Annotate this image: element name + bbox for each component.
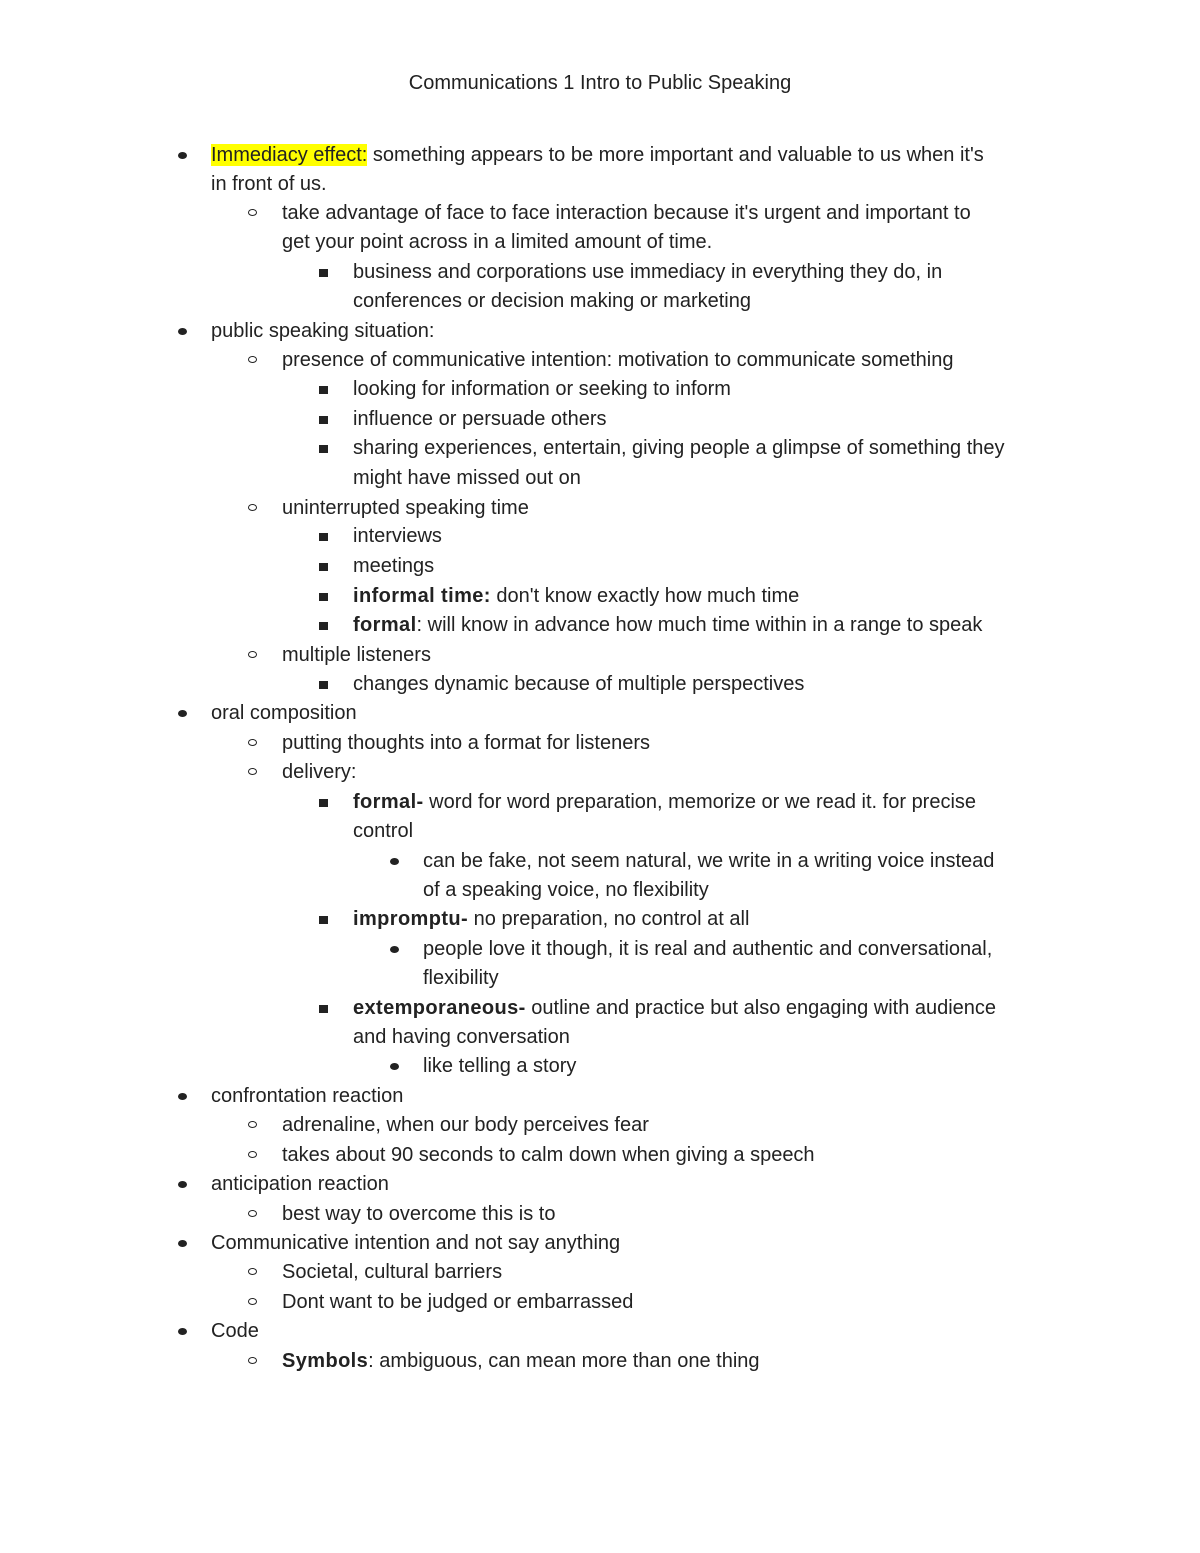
list-item: changes dynamic because of multiple perspectives: [353, 673, 805, 695]
bullet-circle-icon: [248, 1357, 257, 1364]
bullet-disc-icon: [390, 858, 399, 865]
list-item: like telling a story: [423, 1055, 577, 1077]
list-item-continuation: flexibility: [423, 967, 499, 989]
list-item: impromptu- no preparation, no control at all: [353, 908, 750, 930]
bullet-circle-icon: [248, 504, 257, 511]
bullet-square-icon: [319, 269, 328, 277]
bullet-circle-icon: [248, 1268, 257, 1275]
list-item: can be fake, not seem natural, we write in a writing voice instead: [423, 850, 995, 872]
list-item-continuation: control: [353, 820, 414, 842]
bullet-circle-icon: [248, 1151, 257, 1158]
list-item-continuation: of a speaking voice, no flexibility: [423, 879, 709, 901]
bullet-circle-icon: [248, 651, 257, 658]
bullet-circle-icon: [248, 1298, 257, 1305]
bullet-square-icon: [319, 445, 328, 453]
list-item: influence or persuade others: [353, 408, 607, 430]
list-item: anticipation reaction: [211, 1173, 389, 1195]
bullet-square-icon: [319, 386, 328, 394]
bullet-circle-icon: [248, 768, 257, 775]
bullet-square-icon: [319, 916, 328, 924]
list-item: best way to overcome this is to: [282, 1203, 556, 1225]
bullet-circle-icon: [248, 739, 257, 746]
list-item: Symbols: ambiguous, can mean more than one thing: [282, 1350, 760, 1372]
bullet-disc-icon: [178, 1240, 187, 1247]
list-item: Code: [211, 1320, 259, 1342]
list-item-continuation: might have missed out on: [353, 467, 581, 489]
list-item: looking for information or seeking to inform: [353, 378, 731, 400]
list-item: extemporaneous- outline and practice but also engaging with audience: [353, 997, 997, 1019]
list-item: business and corporations use immediacy in everything they do, in: [353, 261, 943, 283]
list-item-continuation: get your point across in a limited amount of time.: [282, 231, 713, 253]
bullet-disc-icon: [178, 710, 187, 717]
bold-term: Symbols: [282, 1350, 369, 1372]
list-item: uninterrupted speaking time: [282, 497, 529, 519]
bullet-disc-icon: [178, 152, 187, 159]
list-item: take advantage of face to face interaction because it's urgent and important to: [282, 202, 971, 224]
bullet-square-icon: [319, 622, 328, 630]
bullet-square-icon: [319, 416, 328, 424]
bullet-square-icon: [319, 1005, 328, 1013]
list-item: Societal, cultural barriers: [282, 1261, 503, 1283]
list-item: Dont want to be judged or embarrassed: [282, 1291, 634, 1313]
list-item: public speaking situation:: [211, 320, 435, 342]
list-item-continuation: conferences or decision making or marketing: [353, 290, 751, 312]
list-item: people love it though, it is real and authentic and conversational,: [423, 938, 993, 960]
list-item: formal: will know in advance how much time within in a range to speak: [353, 614, 983, 636]
bullet-square-icon: [319, 799, 328, 807]
bold-term: extemporaneous-: [353, 997, 526, 1019]
bullet-disc-icon: [390, 946, 399, 953]
list-item: multiple listeners: [282, 644, 431, 666]
bullet-circle-icon: [248, 209, 257, 216]
highlighted-term: Immediacy effect:: [211, 144, 368, 166]
bullet-square-icon: [319, 563, 328, 571]
bullet-square-icon: [319, 593, 328, 601]
list-item: presence of communicative intention: motivation to communicate something: [282, 349, 954, 371]
list-item: confrontation reaction: [211, 1085, 404, 1107]
bullet-disc-icon: [390, 1063, 399, 1070]
list-item: adrenaline, when our body perceives fear: [282, 1114, 649, 1136]
bullet-disc-icon: [178, 1093, 187, 1100]
list-item: sharing experiences, entertain, giving people a glimpse of something they: [353, 437, 1005, 459]
bullet-square-icon: [319, 533, 328, 541]
bold-term: formal: [353, 614, 417, 636]
list-item-continuation: and having conversation: [353, 1026, 570, 1048]
list-item: delivery:: [282, 761, 357, 783]
list-item: oral composition: [211, 702, 357, 724]
list-item: Communicative intention and not say anything: [211, 1232, 621, 1254]
bold-term: informal time:: [353, 585, 491, 607]
bullet-circle-icon: [248, 1121, 257, 1128]
bullet-disc-icon: [178, 1181, 187, 1188]
bullet-circle-icon: [248, 1210, 257, 1217]
list-item: meetings: [353, 555, 435, 577]
bullet-disc-icon: [178, 328, 187, 335]
bold-term: formal-: [353, 791, 424, 813]
list-item: putting thoughts into a format for listeners: [282, 732, 650, 754]
bullet-disc-icon: [178, 1328, 187, 1335]
bullet-circle-icon: [248, 356, 257, 363]
list-item-continuation: in front of us.: [211, 173, 327, 195]
list-item: formal- word for word preparation, memorize or we read it. for precise: [353, 791, 977, 813]
list-item: Immediacy effect: something appears to be more important and valuable to us when it's: [211, 144, 984, 166]
list-item: informal time: don't know exactly how much time: [353, 585, 800, 607]
bold-term: impromptu-: [353, 908, 469, 930]
list-item: takes about 90 seconds to calm down when giving a speech: [282, 1144, 815, 1166]
list-item: interviews: [353, 525, 442, 547]
bullet-square-icon: [319, 681, 328, 689]
page-title: Communications 1 Intro to Public Speaking: [408, 72, 792, 94]
